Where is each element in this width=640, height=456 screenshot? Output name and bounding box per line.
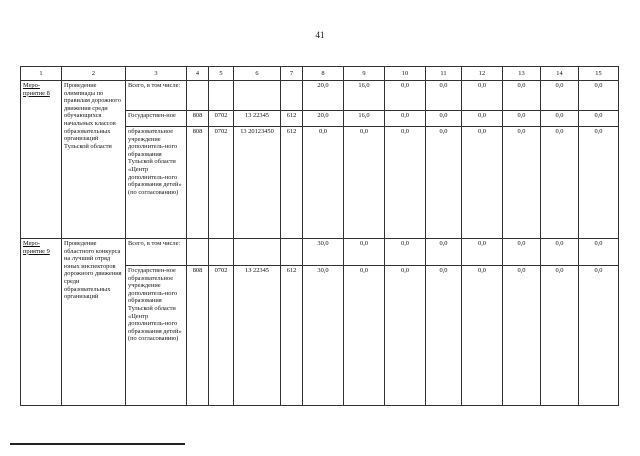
header-cell: 3 — [126, 67, 187, 81]
table-row — [21, 239, 619, 266]
value-cell: 0,0 — [303, 127, 344, 239]
value-cell: 0,0 — [579, 111, 619, 127]
header-cell: 12 — [462, 67, 503, 81]
value-cell: 0,0 — [503, 239, 541, 266]
code-cell: 612 — [281, 266, 303, 406]
value-cell: 0,0 — [385, 81, 426, 111]
header-cell: 5 — [209, 67, 234, 81]
value-cell: 0,0 — [541, 127, 579, 239]
header-cell: 2 — [62, 67, 126, 81]
value-cell: 0,0 — [385, 111, 426, 127]
value-cell: 0,0 — [579, 239, 619, 266]
header-cell: 13 — [503, 67, 541, 81]
code-cell: 13 20123450 — [234, 127, 281, 239]
measure-name: Меро-приятие 8 — [21, 81, 62, 239]
value-cell: 0,0 — [462, 266, 503, 406]
executor-cell: Государствен-ное образовательное учреждение дополнитель-ного образования Тульской области «Центр дополнитель-ного образования детей» (по согласованию) — [126, 266, 187, 406]
value-cell: 0,0 — [579, 266, 619, 406]
header-cell: 6 — [234, 67, 281, 81]
total-label: Всего, в том числе: — [126, 239, 187, 266]
value-cell: 0,0 — [385, 239, 426, 266]
value-cell: 0,0 — [462, 239, 503, 266]
code-cell: 0702 — [209, 127, 234, 239]
code-cell: 13 22345 — [234, 266, 281, 406]
header-cell: 1 — [21, 67, 62, 81]
value-cell: 0,0 — [462, 111, 503, 127]
value-cell: 0,0 — [541, 266, 579, 406]
header-row — [21, 67, 619, 81]
code-cell: 13 22345 — [234, 111, 281, 127]
code-cell: 0702 — [209, 266, 234, 406]
value-cell: 0,0 — [503, 266, 541, 406]
footer-divider — [10, 443, 185, 445]
value-cell: 0,0 — [462, 81, 503, 111]
code-cell: 808 — [187, 266, 209, 406]
value-cell: 30,0 — [303, 239, 344, 266]
code-cell: 0702 — [209, 111, 234, 127]
table-row — [21, 81, 619, 111]
header-cell: 9 — [344, 67, 385, 81]
code-cell: 612 — [281, 111, 303, 127]
code-cell: 612 — [281, 127, 303, 239]
total-label: Всего, в том числе: — [126, 81, 187, 111]
value-cell: 20,0 — [303, 81, 344, 111]
code-cell: 808 — [187, 127, 209, 239]
value-cell: 0,0 — [503, 127, 541, 239]
executor-cell: образовательное учреждение дополнитель-ного образования Тульской области «Центр дополнитель-ного образования детей» (по согласованию) — [126, 127, 187, 239]
page-number: 41 — [315, 30, 325, 40]
value-cell: 0,0 — [541, 111, 579, 127]
value-cell: 0,0 — [503, 81, 541, 111]
value-cell: 0,0 — [541, 81, 579, 111]
value-cell: 0,0 — [579, 127, 619, 239]
value-cell: 0,0 — [344, 127, 385, 239]
value-cell: 0,0 — [426, 239, 462, 266]
measure-name: Меро-приятие 9 — [21, 239, 62, 406]
value-cell: 0,0 — [426, 111, 462, 127]
header-cell: 7 — [281, 67, 303, 81]
value-cell: 0,0 — [344, 266, 385, 406]
value-cell: 0,0 — [426, 266, 462, 406]
header-cell: 14 — [541, 67, 579, 81]
value-cell: 16,0 — [344, 111, 385, 127]
header-cell: 8 — [303, 67, 344, 81]
value-cell: 0,0 — [385, 266, 426, 406]
header-cell: 10 — [385, 67, 426, 81]
value-cell: 0,0 — [426, 81, 462, 111]
code-cell: 808 — [187, 111, 209, 127]
executor-cell: Государствен-ное — [126, 111, 187, 127]
value-cell: 0,0 — [385, 127, 426, 239]
value-cell: 0,0 — [344, 239, 385, 266]
value-cell: 20,0 — [303, 111, 344, 127]
value-cell: 0,0 — [541, 239, 579, 266]
budget-table — [20, 66, 619, 406]
value-cell: 0,0 — [462, 127, 503, 239]
header-cell: 4 — [187, 67, 209, 81]
header-cell: 11 — [426, 67, 462, 81]
value-cell: 0,0 — [579, 81, 619, 111]
value-cell: 0,0 — [503, 111, 541, 127]
header-cell: 15 — [579, 67, 619, 81]
measure-title: Проведение олимпиады по правилам дорожного движения среди обучающихся начальных классов образовательных организаций Тульской области — [62, 81, 126, 239]
value-cell: 16,0 — [344, 81, 385, 111]
value-cell: 30,0 — [303, 266, 344, 406]
value-cell: 0,0 — [426, 127, 462, 239]
measure-title: Проведение областного конкурса на лучший отряд юных инспекторов дорожного движения среди образовательных организаций — [62, 239, 126, 406]
